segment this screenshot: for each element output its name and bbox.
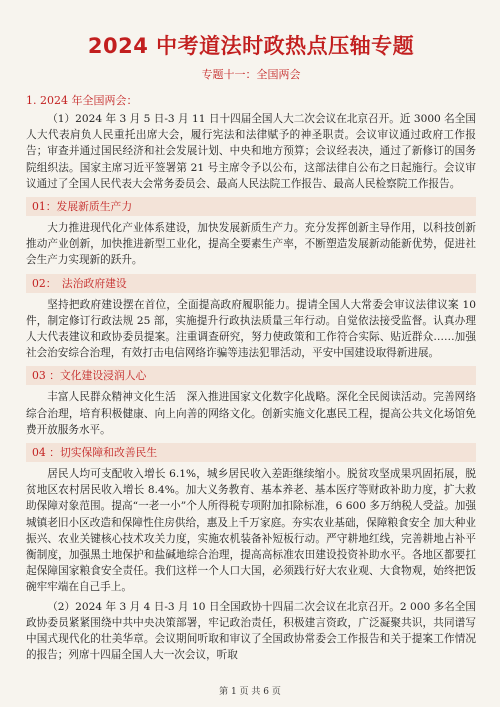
topic-heading-2: 02： 法治政府建设: [26, 274, 476, 293]
topic-body-3: 丰富人民群众精神文化生活 深入推进国家文化数字化战略。深化全民阅读活动。完善网络综合治理，培育积极健康、向上向善的网络文化。创新实施文化惠民工程，提高公共文化场馆免费开放服务水平。: [26, 391, 476, 436]
topic-body-2: 坚持把政府建设摆在首位，全面提高政府履职能力。提请全国人大常委会审议法律议案 10 件，制定修订行政法规 25 部，实施提升行政执法质量三年行动。自觉依法接受监督。认真办理人大代表建议和政协委员提案。注重调查研究，努力使政策和工作符合实际、贴近群众……加强社会治安综合治理，有效打击电信网络诈骗等违法犯罪活动，平安中国建设取得新进展。: [26, 298, 476, 360]
section-heading: 1. 2024 年全国两会：: [26, 94, 138, 107]
intro-paragraph: （1）2024 年 3 月 5 日-3 月 11 日十四届全国人大二次会议在北京召开。近 3000 名全国人大代表肩负人民重托出席大会，履行宪法和法律赋予的神圣职责。会议审议通过政府工作报告；审查并通过国民经济和社会发展计划、中央和地方预算；会议经表决，通过了新修订的国务院组织法。国家主席习近平签署第 21 号主席令予以公布，这部法律自公布之日起施行。会议审议通过了全国人民代表大会常务委员会、最高人民法院工作报告、最高人民检察院工作报告。: [26, 113, 476, 190]
topic-body-4: 居民人均可支配收入增长 6.1%，城乡居民收入差距继续缩小。脱贫攻坚成果巩固拓展，脱贫地区农村居民收入增长 8.4%。加大义务教育、基本养老、基本医疗等财政补助力度，扩大救助保障对象范围。提高“一老一小”个人所得税专项附加扣除标准，6 600 多万纳税人受益。加强城镇老旧小区改造和保障性住房供给，惠及上千万家庭。夯实农业基础，保障粮食安全 加大种业振兴、农业关键核心技术攻关力度，实施农机装备补短板行动。严守耕地红线，完善耕地占补平衡制度，加强黑土地保护和盐碱地综合治理，提高高标准农田建设投资补助水平。各地区都要扛起保障国家粮食安全责任。我们这样一个人口大国，必须践行好大农业观、大食物观，始终把饭碗牢牢端在自己手上。: [26, 468, 476, 594]
topic-heading-3: 03 ：文化建设浸润人心: [26, 366, 476, 385]
topic-body-1: 大力推进现代化产业体系建设，加快发展新质生产力。充分发挥创新主导作用，以科技创新推动产业创新，加快推进新型工业化，提高全要素生产率，不断塑造发展新动能新优势，促进社会生产力实现新的跃升。: [26, 222, 476, 267]
topic-heading-1: 01：发展新质生产力: [26, 197, 476, 216]
second-paragraph: （2）2024 年 3 月 4 日-3 月 10 日全国政协十四届二次会议在北京召开。2 000 多名全国政协委员紧紧围绕中共中央决策部署，牢记政治责任，积极建言资政，广泛凝聚共识，共同谱写中国式现代化的壮美华章。会议期间听取和审议了全国政协常委会工作报告和关于提案工作情况的报告；列席十四届全国人大一次会议，听取: [26, 600, 476, 662]
page-subtitle: 专题十一：全国两会: [201, 68, 301, 81]
page-title: 2024 中考道法时政热点压轴专题: [87, 34, 415, 58]
page-footer: 第 1 页 共 6 页: [219, 687, 281, 697]
topic-heading-4: 04 ：切实保障和改善民生: [26, 443, 476, 462]
